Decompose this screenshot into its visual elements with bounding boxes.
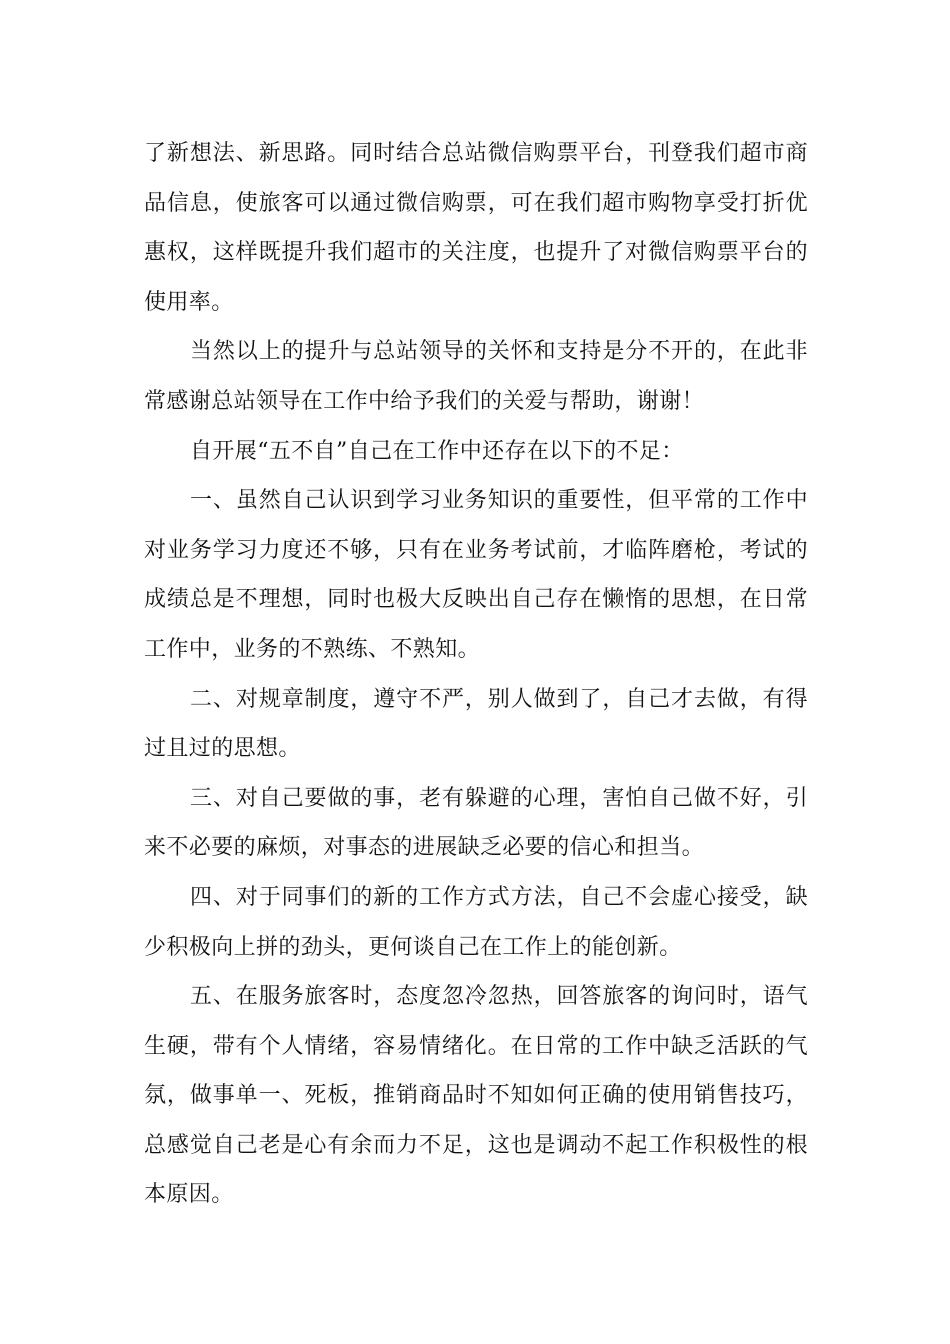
paragraph-shortcoming-2: 二、对规章制度，遵守不严，别人做到了，自己才去做，有得过且过的思想。	[144, 686, 808, 762]
paragraph-shortcoming-5: 五、在服务旅客时，态度忽冷忽热，回答旅客的询问时，语气生硬，带有个人情绪，容易情绪化。在日常的工作中缺乏活跃的气氛，做事单一、死板，推销商品时不知如何正确的使用销售技巧，总感觉自己老是心有余而力不足，这也是调动不起工作积极性的根本原因。	[144, 984, 808, 1208]
paragraph-shortcomings-intro: 自开展“五不自”自己在工作中还存在以下的不足：	[190, 438, 684, 464]
paragraph-shortcoming-3: 三、对自己要做的事，老有躲避的心理，害怕自己做不好，引来不必要的麻烦，对事态的进展缺乏必要的信心和担当。	[144, 785, 808, 861]
paragraph-shortcoming-4: 四、对于同事们的新的工作方式方法，自己不会虚心接受，缺少积极向上拼的劲头，更何谈自己在工作上的能创新。	[144, 884, 808, 960]
paragraph-shortcoming-1: 一、虽然自己认识到学习业务知识的重要性，但平常的工作中对业务学习力度还不够，只有在业务考试前，才临阵磨枪，考试的成绩总是不理想，同时也极大反映出自己存在懒惰的思想，在日常工作中，业务的不熟练、不熟知。	[144, 488, 808, 662]
paragraph-thanks: 当然以上的提升与总站领导的关怀和支持是分不开的，在此非常感谢总站领导在工作中给予我们的关爱与帮助，谢谢！	[144, 339, 808, 414]
paragraph-continuation: 了新想法、新思路。同时结合总站微信购票平台，刊登我们超市商品信息，使旅客可以通过微信购票，可在我们超市购物享受打折优惠权，这样既提升我们超市的关注度，也提升了对微信购票平台的使用率。	[144, 141, 808, 315]
document-body	[144, 129, 808, 1220]
